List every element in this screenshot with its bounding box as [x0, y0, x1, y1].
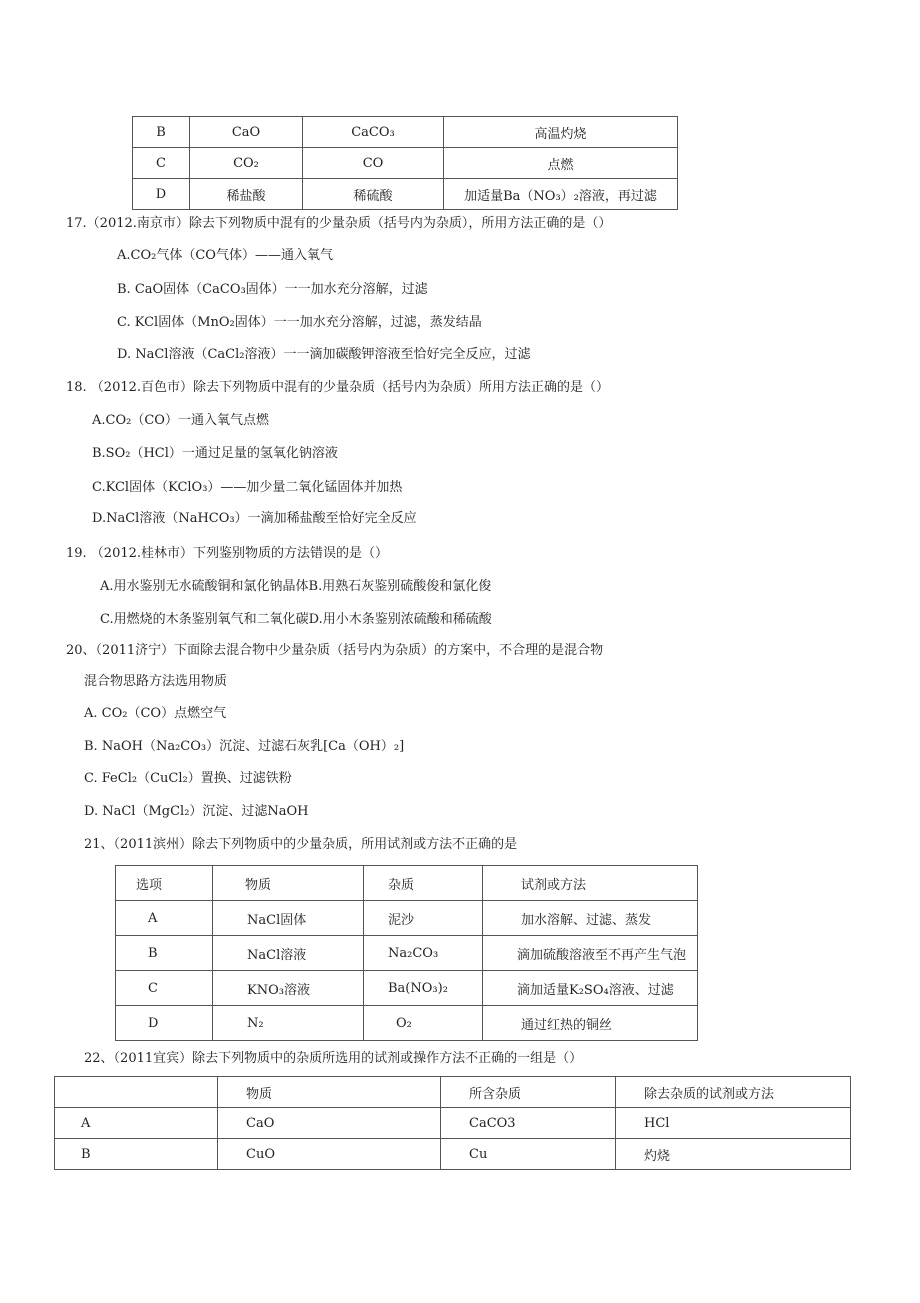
question-20-option-c: C. FeCl₂（CuCl₂）置换、过滤铁粉	[84, 771, 292, 786]
question-20-option-b: B. NaOH（Na₂CO₃）沉淀、过滤石灰乳[Ca（OH）₂]	[84, 739, 405, 754]
question-17-option-d: D. NaCl溶液（CaCl₂溶液）一一滴加碳酸钾溶液至恰好完全反应，过滤	[117, 347, 531, 362]
table-header-row	[55, 1077, 851, 1108]
table-cell: 加水溶解、过滤、蒸发	[483, 901, 698, 936]
question-22-table	[54, 1076, 851, 1170]
table-cell: 稀硫酸	[303, 179, 444, 210]
table-header-cell: 选项	[116, 866, 213, 901]
table-cell: CaO	[190, 117, 303, 148]
table-cell: C	[116, 971, 213, 1006]
table-cell: Na₂CO₃	[364, 936, 483, 971]
table-row	[116, 971, 698, 1006]
question-19-options-cd: C.用燃烧的木条鉴别氧气和二氧化碳D.用小木条鉴别浓硫酸和稀硫酸	[100, 612, 492, 627]
table-cell: HCl	[616, 1108, 851, 1139]
question-20-stem: 20、（2011济宁）下面除去混合物中少量杂质（括号内为杂质）的方案中，不合理的是混合物	[66, 643, 604, 658]
table-row	[116, 901, 698, 936]
table-cell: C	[133, 148, 190, 179]
table-header-cell: 杂质	[364, 866, 483, 901]
question-18-option-c: C.KCl固体（KClO₃）——加少量二氧化锰固体并加热	[92, 480, 403, 495]
table-cell: B	[133, 117, 190, 148]
question-20-header: 混合物思路方法选用物质	[84, 674, 228, 689]
table-header-cell: 物质	[213, 866, 364, 901]
table-cell: O₂	[364, 1006, 483, 1041]
table-cell: 点燃	[444, 148, 678, 179]
table-cell: NaCl固体	[213, 901, 364, 936]
table-cell: CaCO₃	[303, 117, 444, 148]
table-header-cell: 除去杂质的试剂或方法	[616, 1077, 851, 1108]
table-continued	[132, 116, 678, 210]
table-header-cell: 物质	[218, 1077, 441, 1108]
question-18-stem: 18. （2012.百色市）除去下列物质中混有的少量杂质（括号内为杂质）所用方法正确的是（）	[66, 380, 610, 395]
table-row	[55, 1108, 851, 1139]
table-cell: CaO	[218, 1108, 441, 1139]
question-17-option-a: A.CO₂气体（CO气体）——通入氧气	[117, 248, 333, 263]
table-cell: A	[116, 901, 213, 936]
table-cell: 泥沙	[364, 901, 483, 936]
table-cell: 滴加硫酸溶液至不再产生气泡	[483, 936, 698, 971]
table-row	[116, 936, 698, 971]
table-cell: 加适量Ba（NO₃）₂溶液，再过滤	[444, 179, 678, 210]
question-20-option-a: A. CO₂（CO）点燃空气	[84, 706, 227, 721]
question-21-stem: 21、（2011滨州）除去下列物质中的少量杂质，所用试剂或方法不正确的是	[84, 837, 518, 852]
question-19-options-ab: A.用水鉴别无水硫酸铜和氯化钠晶体B.用熟石灰鉴别硫酸俊和氯化俊	[100, 579, 492, 594]
question-20-option-d: D. NaCl（MgCl₂）沉淀、过滤NaOH	[84, 804, 309, 819]
table-row	[116, 1006, 698, 1041]
table-cell: B	[55, 1139, 218, 1170]
table-cell: CO	[303, 148, 444, 179]
table-cell: D	[116, 1006, 213, 1041]
table-cell: 滴加适量K₂SO₄溶液、过滤	[483, 971, 698, 1006]
table-header-cell: 所含杂质	[441, 1077, 616, 1108]
table-row	[133, 117, 678, 148]
question-17-stem: 17.（2012.南京市）除去下列物质中混有的少量杂质（括号内为杂质），所用方法正确的是（）	[66, 216, 612, 231]
table-cell: A	[55, 1108, 218, 1139]
table-cell: KNO₃溶液	[213, 971, 364, 1006]
table-row	[133, 179, 678, 210]
table-cell: CO₂	[190, 148, 303, 179]
table-cell: 通过红热的铜丝	[483, 1006, 698, 1041]
question-17-option-c: C. KCl固体（MnO₂固体）一一加水充分溶解，过滤，蒸发结晶	[117, 315, 482, 330]
table-header-cell: 试剂或方法	[483, 866, 698, 901]
table-cell: Ba(NO₃)₂	[364, 971, 483, 1006]
table-cell: NaCl溶液	[213, 936, 364, 971]
table-row	[133, 148, 678, 179]
table-cell: N₂	[213, 1006, 364, 1041]
question-21-table	[115, 865, 698, 1041]
table-cell: CaCO3	[441, 1108, 616, 1139]
table-cell: 高温灼烧	[444, 117, 678, 148]
question-17-option-b: B. CaO固体（CaCO₃固体）一一加水充分溶解，过滤	[117, 282, 428, 297]
question-18-option-b: B.SO₂（HCl）一通过足量的氢氧化钠溶液	[92, 446, 338, 461]
table-header-cell	[55, 1077, 218, 1108]
table-cell: 灼烧	[616, 1139, 851, 1170]
table-cell: Cu	[441, 1139, 616, 1170]
question-22-stem: 22、（2011宜宾）除去下列物质中的杂质所选用的试剂或操作方法不正确的一组是（）	[84, 1051, 583, 1066]
table-header-row	[116, 866, 698, 901]
table-cell: 稀盐酸	[190, 179, 303, 210]
table-cell: CuO	[218, 1139, 441, 1170]
question-18-option-a: A.CO₂（CO）一通入氧气点燃	[92, 413, 269, 428]
table-row	[55, 1139, 851, 1170]
table-cell: D	[133, 179, 190, 210]
table-cell: B	[116, 936, 213, 971]
question-19-stem: 19. （2012.桂林市）下列鉴别物质的方法错误的是（）	[66, 546, 389, 561]
question-18-option-d: D.NaCl溶液（NaHCO₃）一滴加稀盐酸至恰好完全反应	[92, 511, 417, 526]
